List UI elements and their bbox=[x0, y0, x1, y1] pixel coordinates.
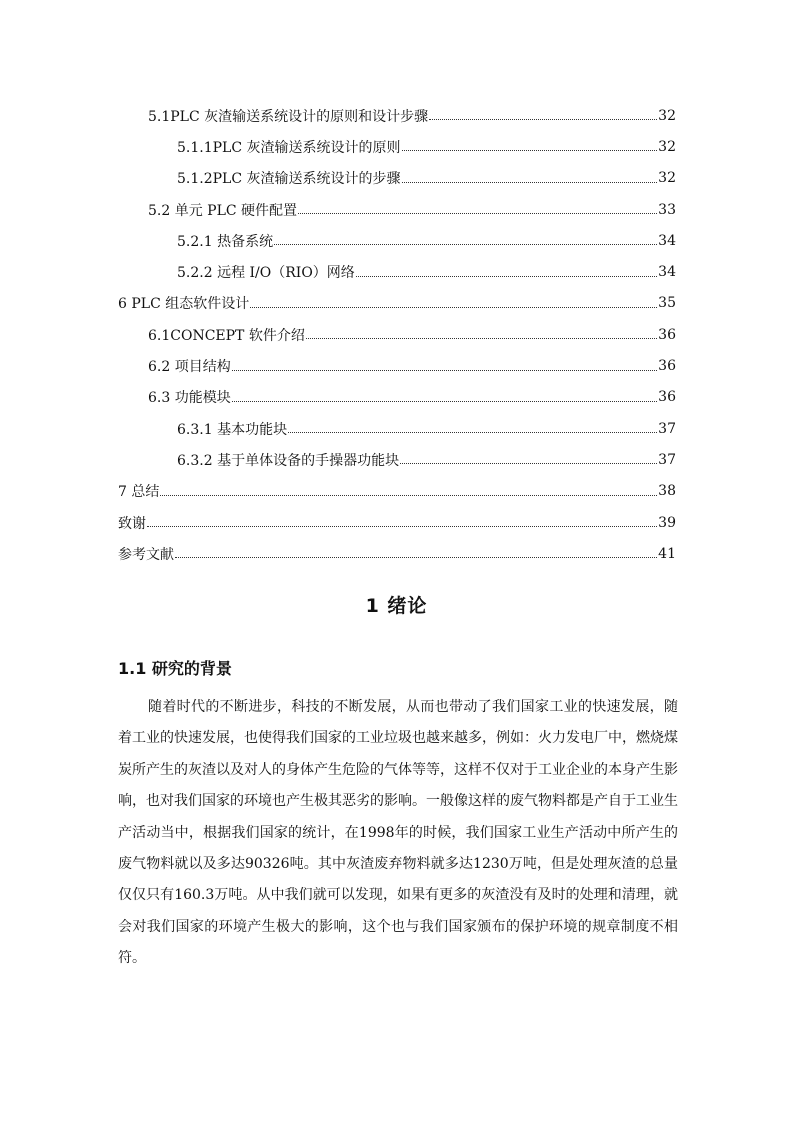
toc-entry-title: 5.2 单元 PLC 硬件配置 bbox=[148, 202, 298, 219]
toc-dot-leader bbox=[232, 401, 657, 402]
toc-page-number: 39 bbox=[658, 514, 676, 531]
toc-entry[interactable] bbox=[118, 382, 676, 413]
toc-entry[interactable] bbox=[118, 163, 676, 194]
toc-page-number: 32 bbox=[658, 170, 676, 187]
toc-entry-title: 6.3 功能模块 bbox=[148, 390, 231, 407]
toc-entry[interactable] bbox=[118, 476, 676, 507]
toc-entry-title: 6.3.2 基于单体设备的手操器功能块 bbox=[177, 452, 400, 469]
toc-entry-title: 5.1PLC 灰渣输送系统设计的原则和设计步骤 bbox=[148, 108, 429, 125]
toc-entry[interactable] bbox=[118, 319, 676, 350]
toc-dot-leader bbox=[356, 276, 657, 277]
toc-entry-title: 6.3.1 基本功能块 bbox=[177, 421, 288, 438]
toc-dot-leader bbox=[400, 463, 657, 464]
toc-page-number: 34 bbox=[658, 232, 676, 249]
toc-entry[interactable] bbox=[118, 131, 676, 162]
toc-page-number: 36 bbox=[658, 358, 676, 375]
toc-page-number: 32 bbox=[658, 107, 676, 124]
toc-dot-leader bbox=[402, 150, 658, 151]
body-paragraph: 随着时代的不断进步，科技的不断发展，从而也带动了我们国家工业的快速发展，随着工业的快速发展，也使得我们国家的工业垃圾也越来越多，例如：火力发电厂中，燃烧煤炭所产生的灰渣以及对人的身体产生危险的气体等等，这样不仅对于工业企业的本身产生影响，也对我们国家的环境也产生极其恶劣的影响。一般像这样的废气物料都是产自于工业生产活动当中，根据我们国家的统计，在1998年的时候，我们国家工业生产活动中所产生的废气物料就以及多达90326吨。其中灰渣废弃物料就多达1230万吨，但是处理灰渣的总量仅仅只有160.3万吨。从中我们就可以发现，如果有更多的灰渣没有及时的处理和清理，就会对我们国家的环境产生极大的影响，这个也与我们国家颁布的保护环境的规章制度不相符。 bbox=[118, 699, 678, 967]
toc-page-number: 36 bbox=[658, 389, 676, 406]
toc-entry-title: 参考文献 bbox=[118, 546, 174, 563]
toc-entry[interactable] bbox=[118, 100, 676, 131]
toc-entry-title: 致谢 bbox=[118, 515, 146, 532]
toc-page-number: 37 bbox=[658, 420, 676, 437]
toc-page-number: 35 bbox=[658, 295, 676, 312]
toc-page-number: 38 bbox=[658, 483, 676, 500]
toc-dot-leader bbox=[288, 432, 657, 433]
toc-entry[interactable] bbox=[118, 538, 676, 569]
section-heading: 1.1 研究的背景 bbox=[118, 659, 232, 678]
toc-dot-leader bbox=[306, 338, 657, 339]
toc-page-number: 34 bbox=[658, 264, 676, 281]
toc-dot-leader bbox=[298, 213, 657, 214]
toc-entry-title: 7 总结 bbox=[118, 484, 160, 501]
toc-entry[interactable] bbox=[118, 413, 676, 444]
toc-dot-leader bbox=[232, 370, 657, 371]
toc-entry[interactable] bbox=[118, 288, 676, 319]
toc-page-number: 33 bbox=[658, 201, 676, 218]
toc-dot-leader bbox=[175, 557, 657, 558]
toc-dot-leader bbox=[429, 119, 657, 120]
toc-entry-title: 5.2.2 远程 I/O（RIO）网络 bbox=[177, 265, 355, 282]
toc-entry-title: 6 PLC 组态软件设计 bbox=[118, 296, 250, 313]
toc-dot-leader bbox=[160, 495, 657, 496]
toc-dot-leader bbox=[402, 182, 658, 183]
toc-entry[interactable] bbox=[118, 507, 676, 538]
toc-entry[interactable] bbox=[118, 350, 676, 381]
toc-dot-leader bbox=[147, 526, 657, 527]
toc-entry[interactable] bbox=[118, 194, 676, 225]
toc-entry-title: 6.2 项目结构 bbox=[148, 359, 231, 376]
toc-entry-title: 5.1.1PLC 灰渣输送系统设计的原则 bbox=[177, 139, 401, 156]
chapter-heading: 1 绪论 bbox=[365, 595, 428, 617]
toc-page-number: 36 bbox=[658, 326, 676, 343]
toc-entry[interactable] bbox=[118, 256, 676, 287]
toc-entry[interactable] bbox=[118, 225, 676, 256]
table-of-contents bbox=[118, 100, 676, 569]
toc-dot-leader bbox=[274, 244, 657, 245]
toc-page-number: 41 bbox=[658, 545, 676, 562]
toc-dot-leader bbox=[250, 307, 657, 308]
toc-entry-title: 5.1.2PLC 灰渣输送系统设计的步骤 bbox=[177, 171, 401, 188]
toc-entry-title: 5.2.1 热备系统 bbox=[177, 233, 274, 250]
toc-entry[interactable] bbox=[118, 444, 676, 475]
toc-page-number: 32 bbox=[658, 138, 676, 155]
toc-page-number: 37 bbox=[658, 451, 676, 468]
toc-entry-title: 6.1CONCEPT 软件介绍 bbox=[148, 327, 305, 344]
